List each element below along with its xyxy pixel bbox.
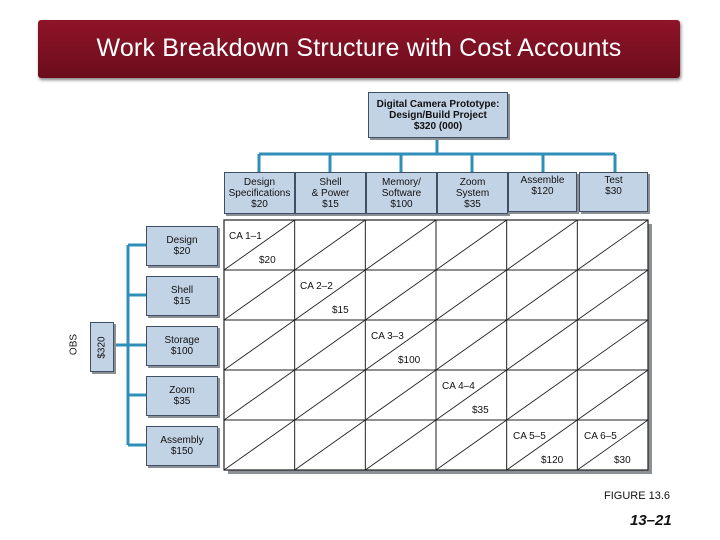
cost-account-amount: $100 [398,355,421,366]
obs-item-zoom [146,376,218,416]
root-line-1: Digital Camera Prototype: [376,98,500,110]
wbs-label-2: Specifications [228,187,291,199]
wbs-label-1: Shell [319,176,342,188]
obs-cost: $35 [173,396,191,407]
wbs-label-1: Memory/ [382,176,421,188]
obs-label-text: Design [166,235,198,246]
wbs-cost: $15 [322,198,339,210]
cost-account-amount: $20 [259,255,276,266]
obs-label: OBS [68,333,80,356]
obs-cost: $15 [173,296,191,307]
obs-cost: $100 [170,346,194,357]
wbs-label-2: & Power [311,187,350,199]
wbs-item-memory-software [366,172,437,214]
wbs-item-assemble [508,172,577,212]
root-line-3: $320 (000) [413,120,463,132]
cost-account-label: CA 4–4 [442,381,475,392]
wbs-label-2: Software [381,187,422,199]
wbs-cost: $35 [464,198,481,210]
wbs-item-test [579,172,648,212]
obs-cost: $20 [173,246,191,257]
obs-total-box [90,322,114,372]
wbs-cost: $30 [605,186,622,197]
obs-label-text: Storage [164,335,200,346]
cost-account-label: CA 6–5 [584,431,617,442]
wbs-label-2: System [455,187,490,199]
obs-item-assembly [146,426,218,466]
obs-label-text: Zoom [169,385,195,396]
page-number: 13–21 [630,512,672,529]
obs-label-text: Assembly [160,435,204,446]
wbs-label-1: Zoom [459,176,486,188]
cost-account-amount: $15 [332,305,349,316]
cost-account-label: CA 3–3 [371,331,404,342]
cost-account-amount: $30 [614,455,631,466]
obs-item-design [146,226,218,266]
root-line-2: Design/Build Project [389,109,487,121]
cost-account-label: CA 2–2 [300,281,333,292]
obs-total: $320 [96,335,108,359]
root-project-box [368,92,508,138]
cost-account-label: CA 5–5 [513,431,546,442]
cost-account-amount: $35 [472,405,489,416]
wbs-label-1: Design [243,176,276,188]
obs-item-storage [146,326,218,366]
wbs-label-1: Test [604,175,623,186]
wbs-item-shell-power [295,172,366,214]
obs-label-text: Shell [170,285,194,296]
figure-label: FIGURE 13.6 [604,490,671,502]
cost-account-label: CA 1–1 [229,231,262,242]
cost-account-amount: $120 [541,455,564,466]
wbs-cost: $100 [390,198,413,210]
slide-title: Work Breakdown Structure with Cost Accounts [96,34,622,62]
wbs-cost: $20 [251,198,268,210]
wbs-item-design-specifications [224,172,295,214]
obs-cost: $150 [170,446,194,457]
wbs-cost: $120 [531,186,554,197]
wbs-label-1: Assemble [520,175,565,186]
obs-item-shell [146,276,218,316]
wbs-item-zoom-system [437,172,508,214]
